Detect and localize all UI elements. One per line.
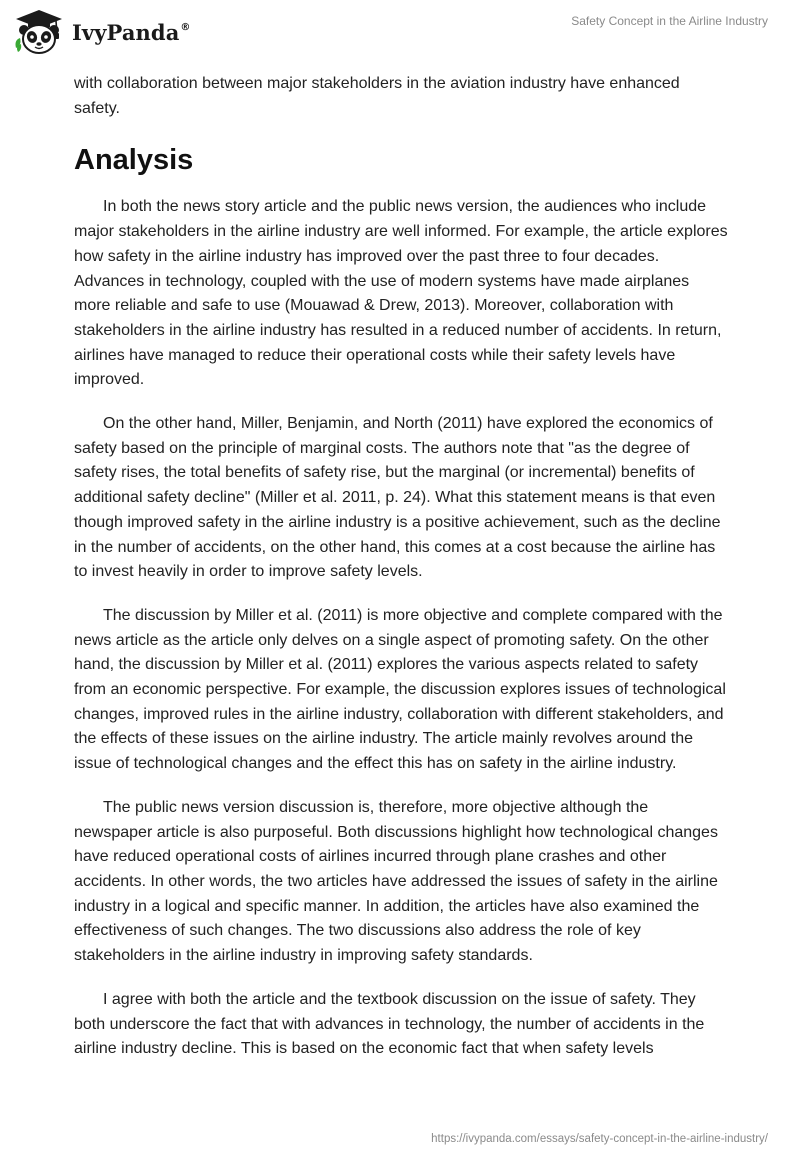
paragraph: The public news version discussion is, therefore, more objective although the newspaper article is also purposeful. Both discussions highlight how technological changes have reduced operational costs of airlines incurred through plane crashes and other accidents. In other words, the two articles have addressed the issues of safety in the airline industry in a logical and specific manner. In addition, the articles have also examined the effectiveness of such changes. The two discussions also address the role of key stakeholders in the airline industry in improving safety standards.: [74, 798, 718, 965]
page-header: [0, 0, 800, 60]
source-url[interactable]: https://ivypanda.com/essays/safety-concept-in-the-airline-industry/: [431, 1133, 768, 1145]
paragraph: On the other hand, Miller, Benjamin, and North (2011) have explored the economics of safety based on the principle of marginal costs. The authors note that "as the degree of safety rises, the total benefits of safety rise, but the marginal (or incremental) benefits of additional safety decline" (Miller et al. 2011, p. 24). What this statement means is that even though improved safety in the airline industry is a positive achievement, such as the decline in the number of accidents, on the other hand, this comes at a cost because the airline has to invest heavily in order to improve safety levels.: [74, 415, 721, 581]
document-title: Safety Concept in the Airline Industry: [571, 14, 768, 28]
essay-body: [74, 72, 730, 1081]
ivypanda-logo[interactable]: [12, 8, 191, 56]
paragraph: In both the news story article and the public news version, the audiences who include major stakeholders in the airline industry are well informed. For example, the article explores how safety in the airline industry has improved over the past three to four decades. Advances in technology, coupled with the use of modern systems have made airplanes more reliable and safe to use (Mouawad & Drew, 2013). Moreover, collaboration with stakeholders in the airline industry has resulted in a reduced number of accidents. In return, airlines have managed to reduce their operational costs while their safety levels have improved.: [74, 198, 728, 389]
paragraph: I agree with both the article and the textbook discussion on the issue of safety. They both underscore the fact that with advances in technology, the number of accidents in the airline industry decline. This is based on the economic fact that when safety levels: [74, 990, 705, 1058]
section-heading: Analysis: [74, 144, 194, 177]
lead-paragraph: with collaboration between major stakeholders in the aviation industry have enhanced safety.: [74, 75, 680, 117]
paragraph: The discussion by Miller et al. (2011) is more objective and complete compared with the news article as the article only delves on a single aspect of promoting safety. On the other hand, the discussion by Miller et al. (2011) explores the various aspects related to safety from an economic perspective. For example, the discussion explores issues of technological changes, improved rules in the airline industry, collaboration with different stakeholders, and the effects of these issues on the airline industry. The article mainly revolves around the issue of technological changes and the effect this has on safety in the airline industry.: [74, 606, 726, 773]
brand-name: IvyPanda®: [72, 19, 191, 45]
panda-graduate-icon: [12, 8, 66, 56]
